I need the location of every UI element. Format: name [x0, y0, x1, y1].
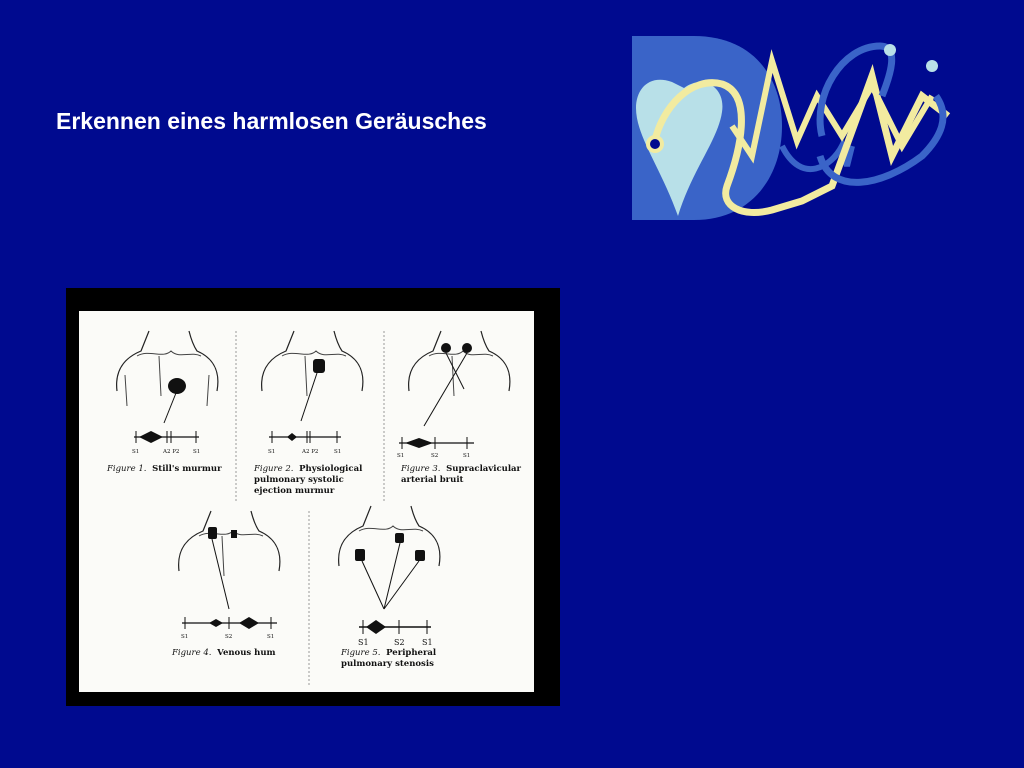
fig2-caption-line3: ejection murmur — [254, 486, 335, 496]
figure-4 — [171, 511, 280, 658]
fig1-label-s1: S1 — [132, 449, 140, 455]
fig3-label-s1b: S1 — [463, 453, 471, 459]
fig3-caption-line2: arterial bruit — [401, 475, 464, 485]
fig4-number: Figure 4. — [172, 648, 212, 658]
fig2-label-a2p2: A2 P2 — [302, 449, 319, 455]
fig5-caption-line1: Peripheral — [386, 648, 437, 658]
fig3-label-s1: S1 — [397, 453, 405, 459]
fig4-caption: Venous hum — [217, 648, 276, 658]
fig5-label-s1b: S1 — [422, 638, 433, 647]
slide-title: Erkennen eines harmlosen Geräusches — [56, 108, 487, 134]
fig1-label-s1b: S1 — [193, 449, 201, 455]
figure-3 — [397, 331, 522, 485]
fig5-number: Figure 5. — [341, 648, 381, 658]
svg-text:Figure 1. Still's mu — [106, 464, 222, 474]
fig3-caption-line1: Supraclavicular — [446, 464, 522, 474]
fig2-number: Figure 2. — [254, 464, 294, 474]
fig4-label-s1: S1 — [181, 634, 189, 640]
svg-text:Figure 3. Supraclavi — [400, 464, 522, 474]
svg-text:Figure 4. Venous hum — [171, 648, 276, 658]
fig3-number: Figure 3. — [401, 464, 441, 474]
figure-1 — [106, 331, 222, 474]
fig2-caption-line2: pulmonary systolic — [254, 475, 344, 485]
svg-text:Figure 5. Peripheral — [340, 648, 437, 658]
cardiology-logo — [632, 36, 952, 220]
fig4-label-s2: S2 — [225, 634, 233, 640]
murmur-diagram — [79, 311, 534, 692]
fig3-label-s2: S2 — [431, 453, 439, 459]
fig1-label-a2p2: A2 P2 — [163, 449, 180, 455]
fig2-label-s1: S1 — [268, 449, 276, 455]
svg-text:Figure 2. Physiologi — [253, 464, 363, 474]
fig1-number: Figure 1. — [107, 464, 147, 474]
fig5-label-s2: S2 — [394, 638, 405, 647]
figure-5 — [339, 506, 440, 669]
fig5-caption-line2: pulmonary stenosis — [341, 659, 434, 669]
figure-frame — [66, 288, 560, 706]
fig4-label-s1b: S1 — [267, 634, 275, 640]
fig2-caption-line1: Physiological — [299, 464, 363, 474]
fig1-caption: Still's murmur — [152, 464, 222, 474]
fig5-label-s1: S1 — [358, 638, 369, 647]
fig2-label-s1b: S1 — [334, 449, 342, 455]
figure-2 — [253, 331, 363, 496]
figure-paper — [79, 311, 534, 692]
